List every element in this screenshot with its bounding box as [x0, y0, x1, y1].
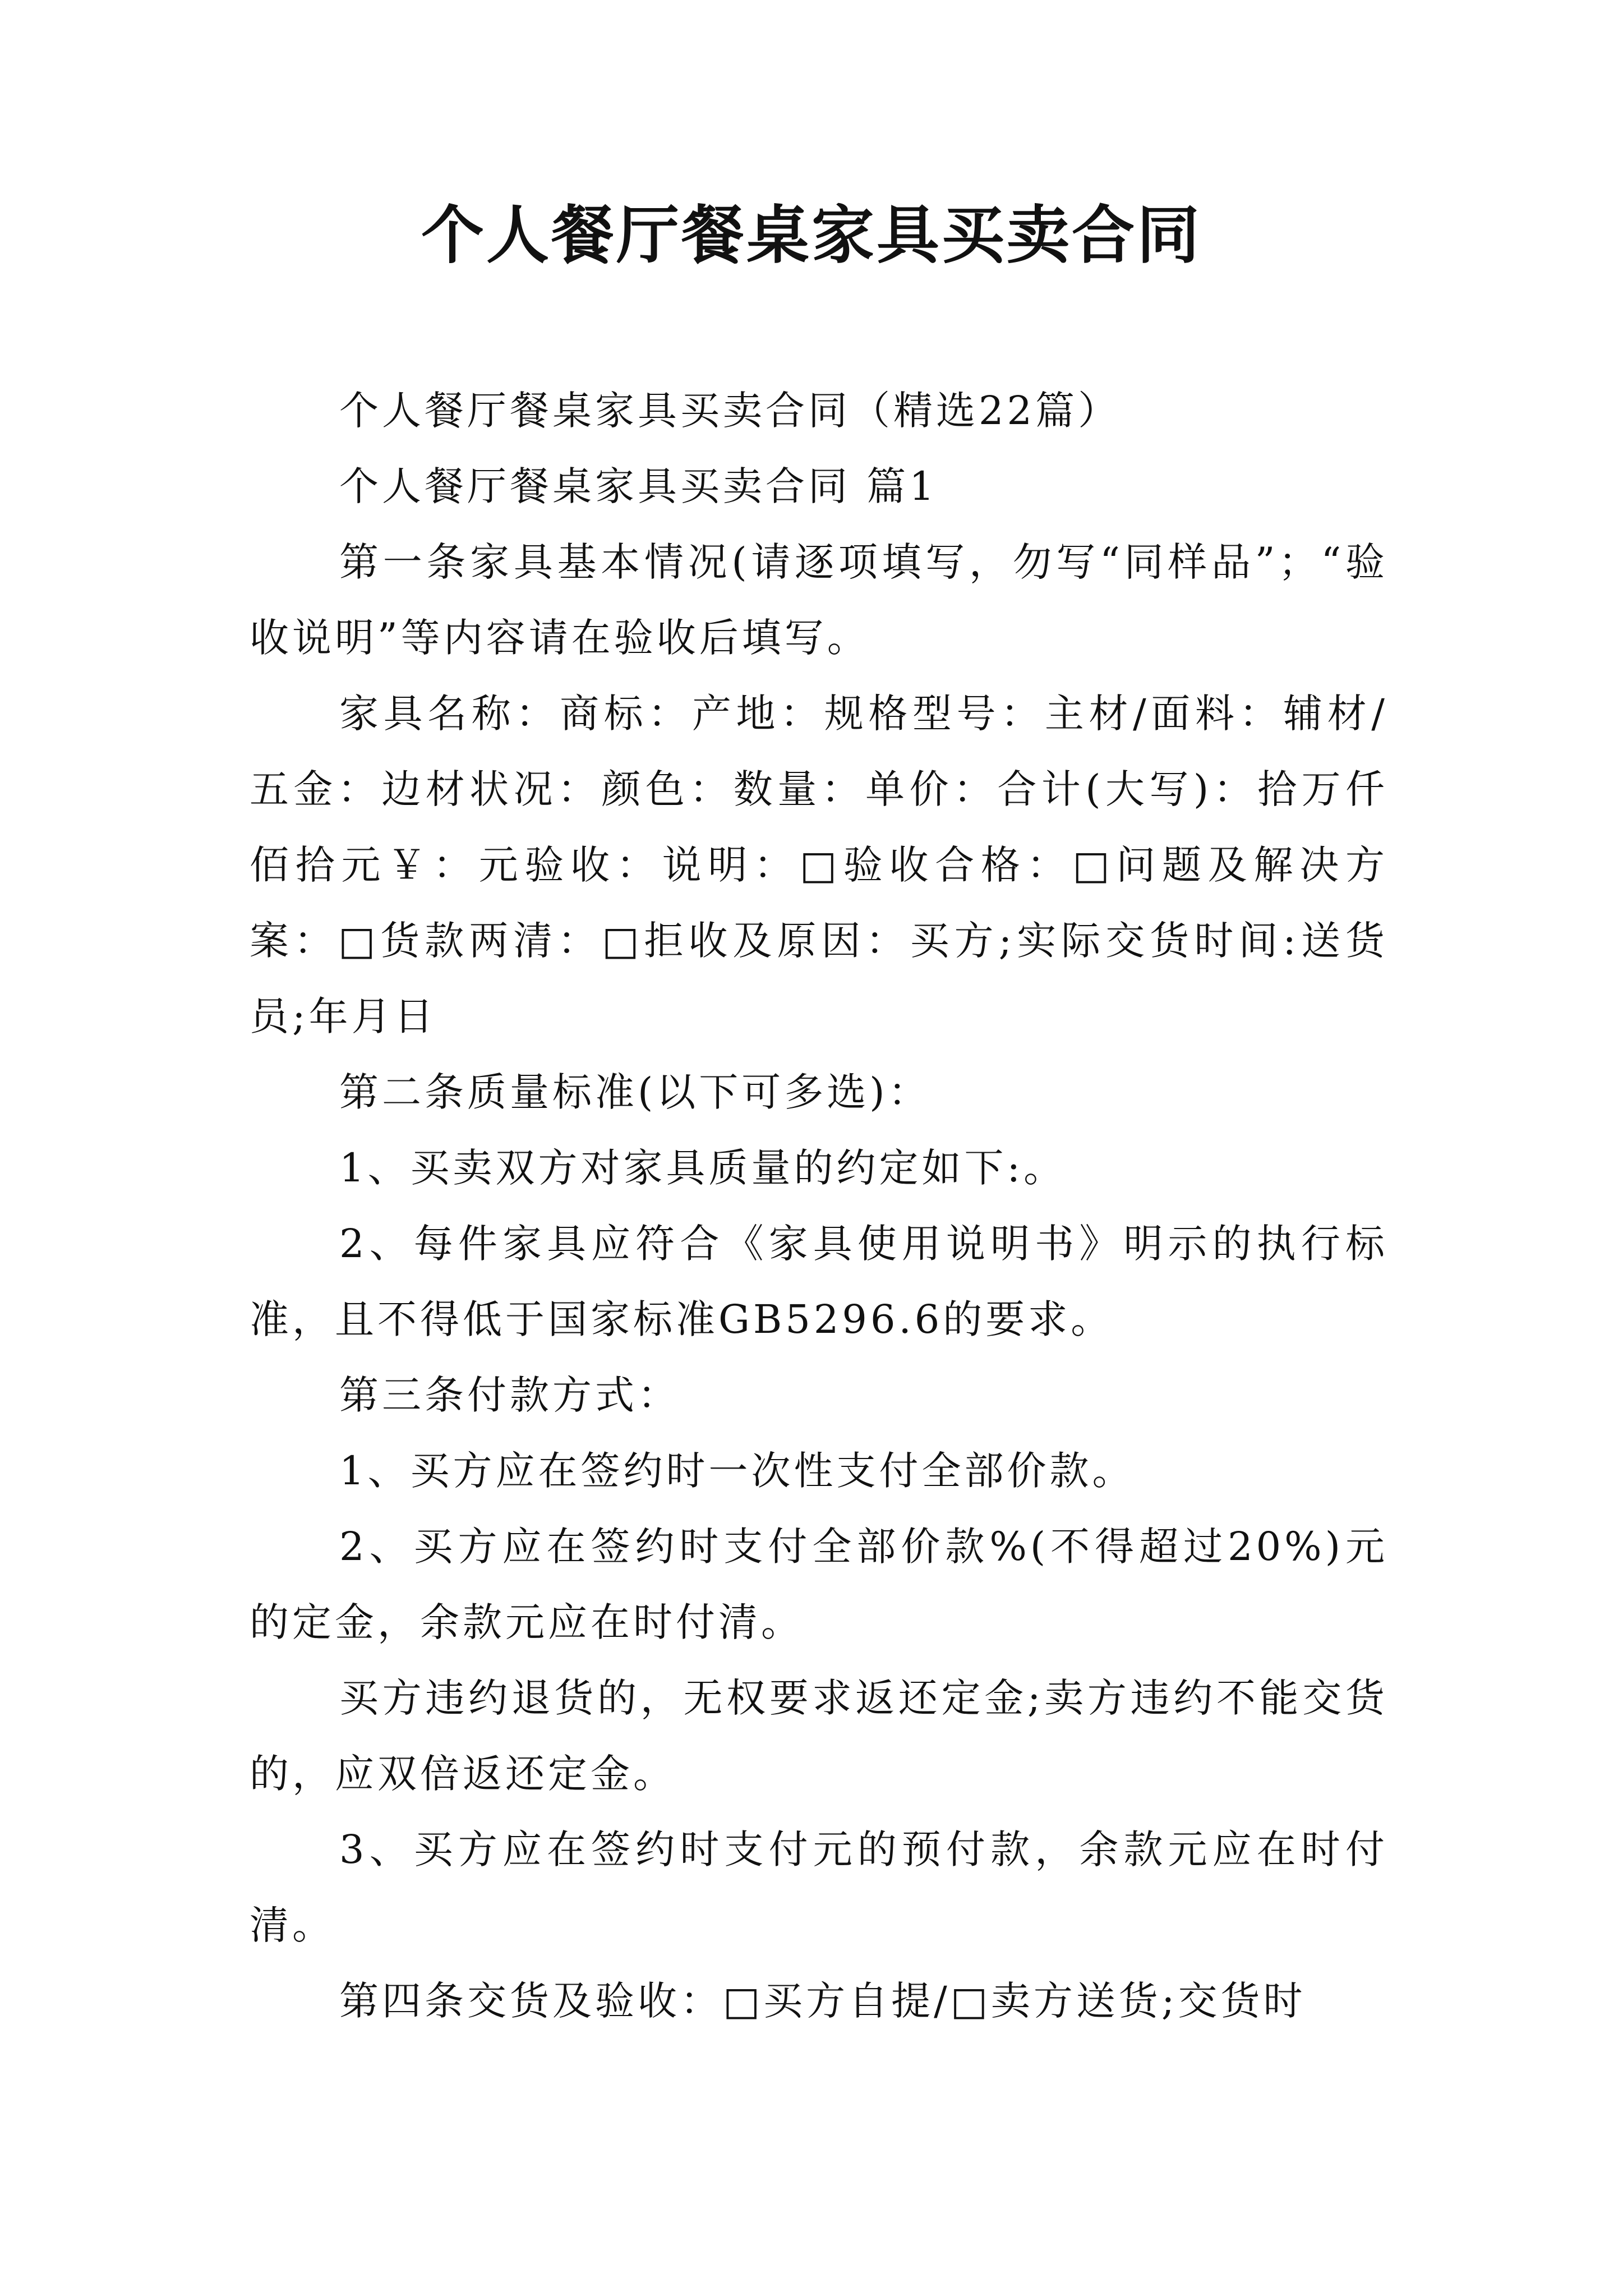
- paragraph-clause-4: 第四条交货及验收：□买方自提/□卖方送货;交货时: [339, 1978, 1306, 2024]
- paragraph-quality-2: 2、每件家具应符合《家具使用说明书》明示的执行标准，且不得低于国家标准GB5296.6的要求。: [250, 1221, 1388, 1342]
- paragraph-clause-3: 第三条付款方式：: [339, 1372, 680, 1418]
- document-body: [250, 373, 1388, 2039]
- paragraph-payment-3: 3、买方应在签约时支付元的预付款，余款元应在时付清。: [250, 1826, 1388, 1948]
- paragraph-clause-2: 第二条质量标准(以下可多选)：: [339, 1069, 931, 1115]
- paragraph-collection-title: 个人餐厅餐桌家具买卖合同（精选22篇）: [339, 388, 1121, 434]
- paragraph-payment-2: 2、买方应在签约时支付全部价款%(不得超过20%)元的定金，余款元应在时付清。: [250, 1524, 1388, 1645]
- paragraph-clause-1: 第一条家具基本情况(请逐项填写，勿写“同样品”；“验收说明”等内容请在验收后填写。: [250, 539, 1388, 661]
- document-title: 个人餐厅餐桌家具买卖合同: [421, 199, 1202, 272]
- paragraph-article-heading: 个人餐厅餐桌家具买卖合同 篇1: [339, 463, 938, 509]
- paragraph-payment-1: 1、买方应在签约时一次性支付全部价款。: [339, 1448, 1135, 1494]
- paragraph-deposit-rule: 买方违约退货的，无权要求返还定金;卖方违约不能交货的，应双倍返还定金。: [250, 1675, 1388, 1797]
- paragraph-quality-1: 1、买卖双方对家具质量的约定如下:。: [339, 1145, 1067, 1191]
- paragraph-furniture-details: 家具名称：商标：产地：规格型号：主材/面料：辅材/五金：边材状况：颜色：数量：单价：合计(大写)：拾万仟佰拾元￥：元验收：说明：□验收合格：□问题及解决方案：□货款两清：□拒收及原因：买方;实际交货时间:送货员;年月日: [250, 691, 1388, 1039]
